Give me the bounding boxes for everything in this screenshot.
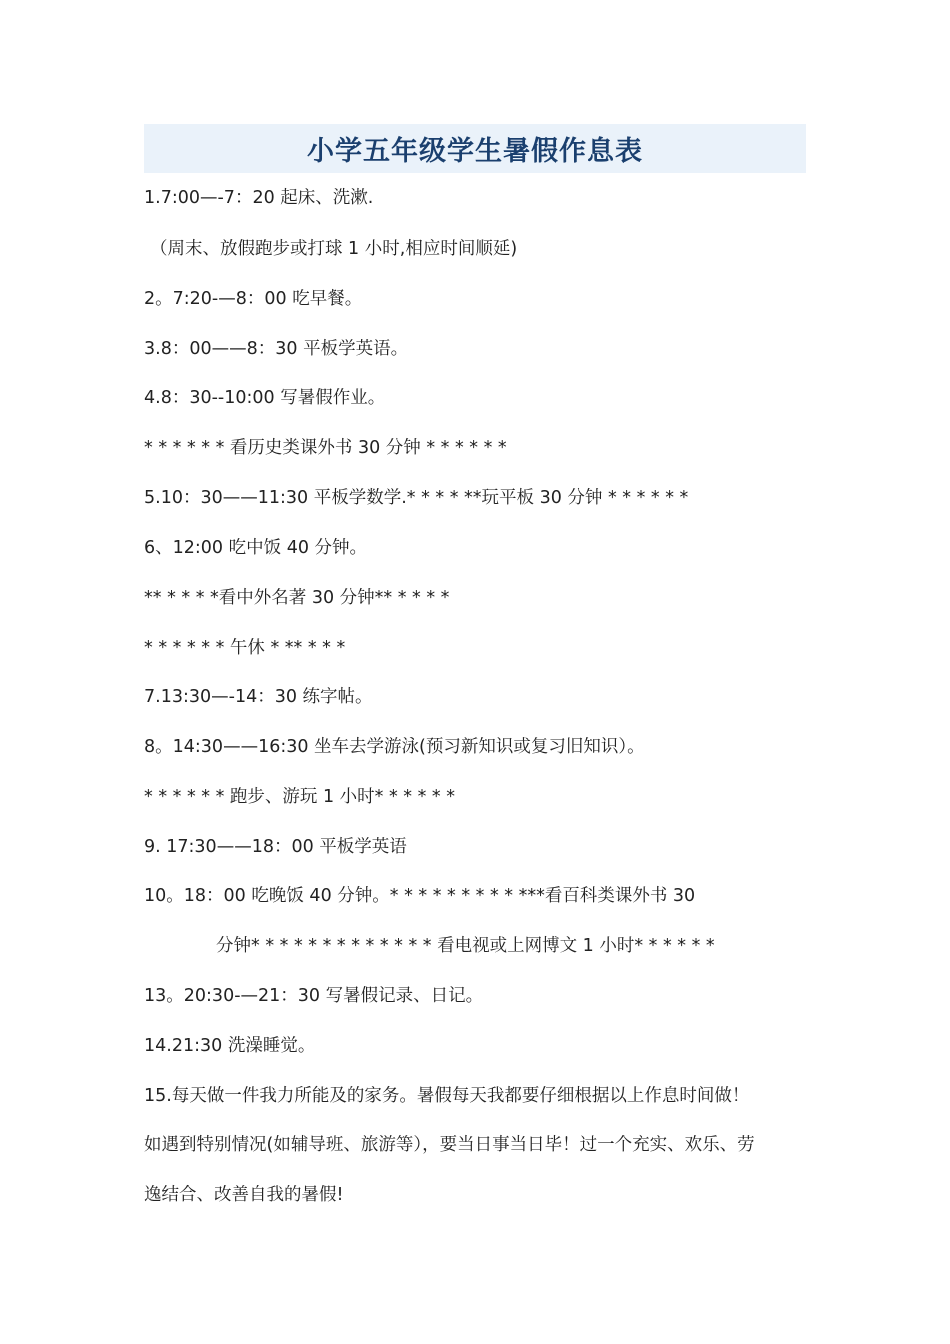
schedule-line: 14.21:30 洗澡睡觉。 — [144, 1036, 316, 1056]
schedule-line: * * * * * * 跑步、游玩 1 小时* * * * * * — [144, 787, 455, 807]
closing-paragraph-line: 如遇到特别情况(如辅导班、旅游等），要当日事当日毕！过一个充实、欢乐、劳 — [144, 1135, 755, 1155]
closing-paragraph-line: 逸结合、改善自我的暑假! — [144, 1185, 344, 1205]
schedule-line: 8。14:30——16:30 坐车去学游泳(预习新知识或复习旧知识）。 — [144, 737, 645, 757]
schedule-line: * * * * * * 午休 * ** * * * — [144, 638, 346, 658]
schedule-line: 6、12:00 吃中饭 40 分钟。 — [144, 538, 368, 558]
schedule-line-continued: 分钟* * * * * * * * * * * * * 看电视或上网博文 1 小时* * * * * * — [216, 936, 715, 956]
schedule-line: 1.7:00—-7：20 起床、洗漱. — [144, 188, 374, 208]
title-banner — [144, 124, 806, 173]
schedule-line: 5.10：30——11:30 平板学数学.* * * * **玩平板 30 分钟 * * * * * * — [144, 488, 689, 508]
schedule-line: 13。20:30-—21：30 写暑假记录、日记。 — [144, 986, 484, 1006]
schedule-line: ** * * * *看中外名著 30 分钟** * * * * — [144, 588, 450, 608]
schedule-line: * * * * * * 看历史类课外书 30 分钟 * * * * * * — [144, 438, 507, 458]
schedule-line: 3.8：00——8：30 平板学英语。 — [144, 339, 409, 359]
schedule-line: 2。7:20-—8：00 吃早餐。 — [144, 289, 363, 309]
document-title: 小学五年级学生暑假作息表 — [307, 136, 643, 167]
schedule-line: 4.8：30--10:00 写暑假作业。 — [144, 388, 386, 408]
schedule-line: 10。18：00 吃晚饭 40 分钟。* * * * * * * * * ***看百科类课外书 30 — [144, 886, 696, 906]
closing-paragraph-line: 15.每天做一件我力所能及的家务。暑假每天我都要仔细根据以上作息时间做！ — [144, 1086, 750, 1106]
schedule-line: 7.13:30—-14：30 练字帖。 — [144, 687, 373, 707]
schedule-note: （周末、放假跑步或打球 1 小时,相应时间顺延) — [150, 239, 518, 259]
schedule-line: 9. 17:30——18：00 平板学英语 — [144, 837, 407, 857]
